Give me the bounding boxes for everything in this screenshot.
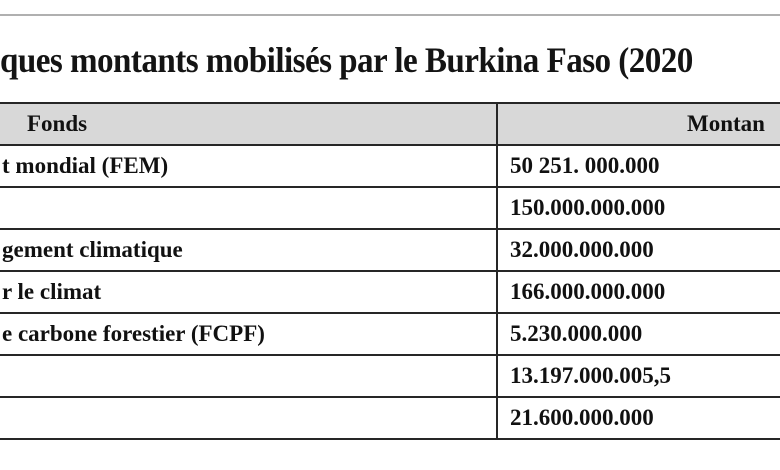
cell-montant: 150.000.000.000 xyxy=(497,187,780,229)
table-row xyxy=(0,355,780,397)
cell-fonds: t mondial (FEM) xyxy=(0,145,497,187)
table-title: ques montants mobilisés par le Burkina Faso (2020 xyxy=(0,40,693,80)
cell-fonds: e carbone forestier (FCPF) xyxy=(0,313,497,355)
cell-montant: 5.230.000.000 xyxy=(497,313,780,355)
cell-fonds: gement climatique xyxy=(0,229,497,271)
cell-montant: 32.000.000.000 xyxy=(497,229,780,271)
cell-fonds xyxy=(0,397,497,439)
cell-fonds xyxy=(0,355,497,397)
funds-table xyxy=(0,102,780,440)
cell-montant: 13.197.000.005,5 xyxy=(497,355,780,397)
top-rule xyxy=(0,14,780,16)
header-montant: Montan xyxy=(497,103,780,145)
header-fonds: Fonds xyxy=(0,103,497,145)
table-row xyxy=(0,145,780,187)
funds-table-container xyxy=(0,102,780,452)
table-row xyxy=(0,313,780,355)
cell-fonds: r le climat xyxy=(0,271,497,313)
cell-montant: 50 251. 000.000 xyxy=(497,145,780,187)
table-row xyxy=(0,187,780,229)
table-row xyxy=(0,271,780,313)
cell-fonds xyxy=(0,187,497,229)
table-row xyxy=(0,229,780,271)
table-header-row xyxy=(0,103,780,145)
table-row xyxy=(0,397,780,439)
cell-montant: 21.600.000.000 xyxy=(497,397,780,439)
cell-montant: 166.000.000.000 xyxy=(497,271,780,313)
